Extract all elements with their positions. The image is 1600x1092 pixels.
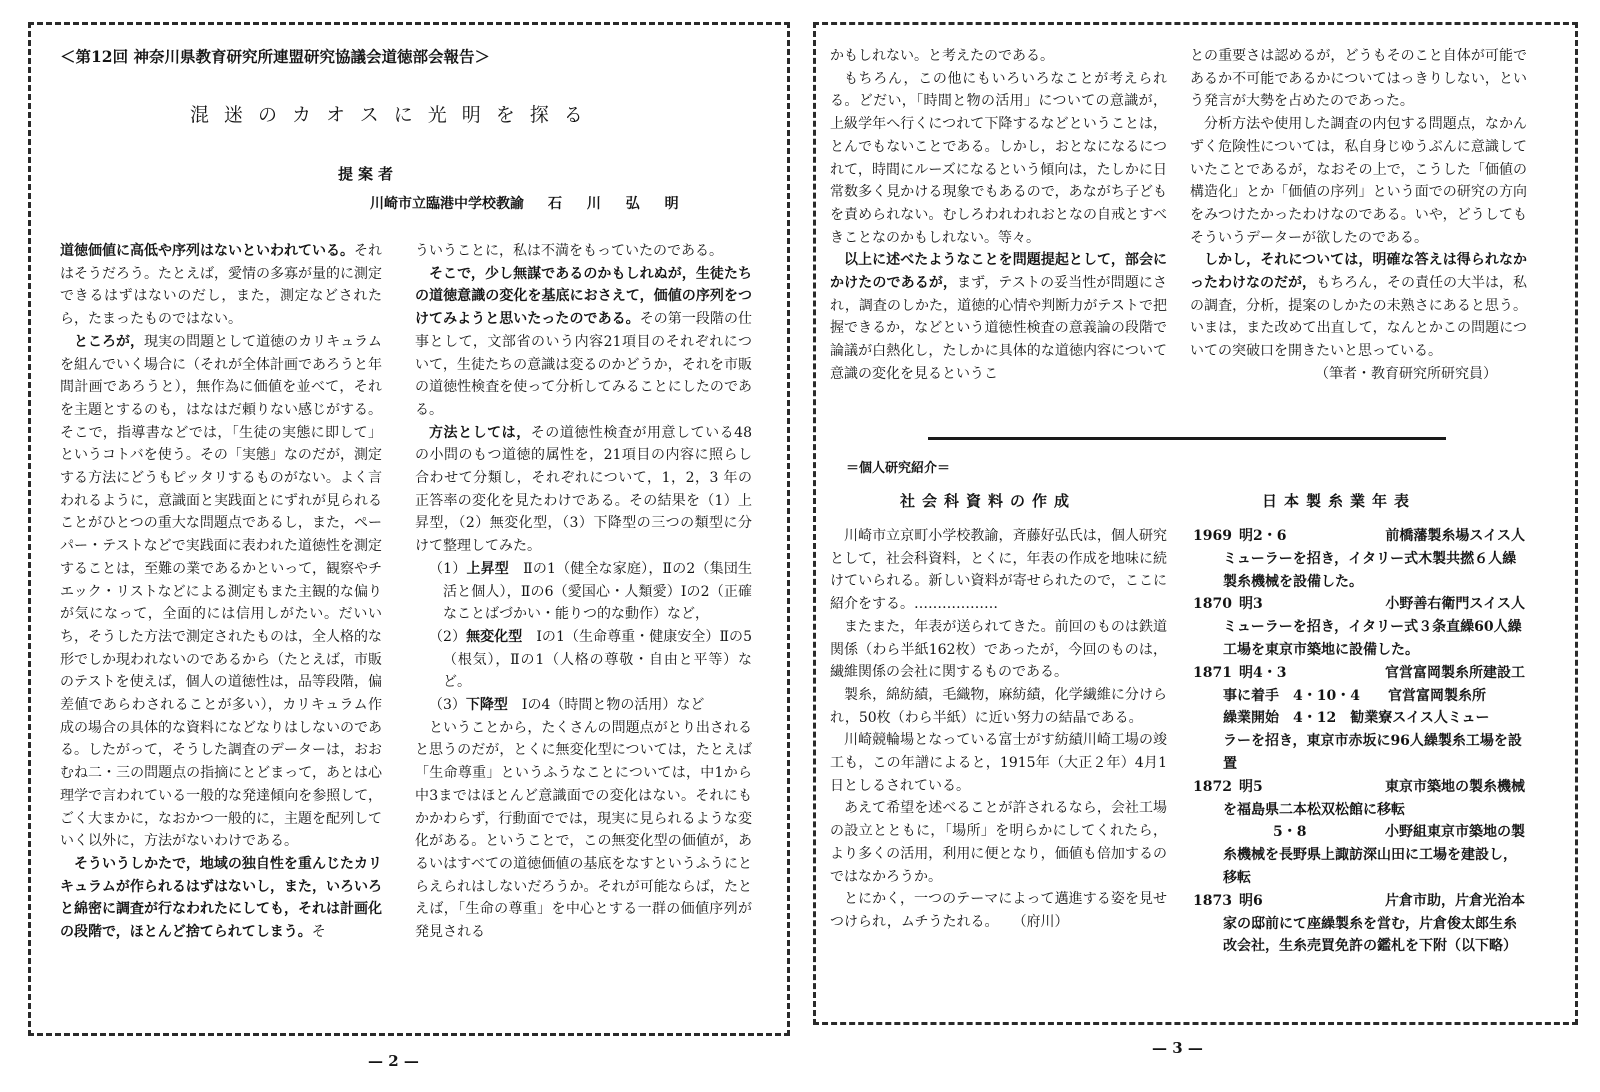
report-header: ＜第12回 神奈川県教育研究所連盟研究協議会道徳部会報告＞ bbox=[60, 47, 490, 66]
research-column bbox=[830, 525, 1167, 934]
timeline-title: 日本製糸業年表 bbox=[1262, 492, 1417, 510]
section-label: ＝個人研究紹介＝ bbox=[846, 461, 951, 476]
bold-lead: 道徳価値に高低や序列はないといわれている。 bbox=[60, 243, 354, 259]
paragraph: ということから，たくさんの問題点がとり出されると思うのだが，とくに無変化型については，たとえば「生命尊重」というふうなことについては，中1から中3まではほとんど意識面での変化はない。それにもかかわらず，行動面ででは，現実に見られるような変化がある。ということで，この無変化型の価値が，あるいはすべての道徳価値の基底をなすというふうにとらえられはしないだろうか。それが可能ならば，たとえば，「生命の尊重」を中心とする一群の価値序列が発見される bbox=[415, 719, 752, 941]
bold-lead: ところが， bbox=[74, 333, 145, 350]
byline: （筆者・教育研究所研究員） bbox=[1315, 365, 1497, 382]
page-number-left: — 2 — bbox=[368, 1052, 419, 1070]
list-item: （3）下降型 Ⅰの4（時間と物の活用）など bbox=[429, 697, 705, 714]
bold-lead: しかし，それについては，明確な答えは得られなかったわけなのだが， bbox=[1190, 252, 1527, 292]
author-affiliation: 川崎市立臨港中学校教諭 bbox=[370, 196, 524, 212]
section-divider bbox=[928, 437, 1446, 440]
paragraph: そこで，少し無謀であるのかもしれぬが，生徒たちの道徳意識の変化を基底におさえて，価値の序列をつけてみようと思いたったのである。その第一段階の仕事として，文部省のいう内容21項目のそれぞれについて，生徒たちの意識は変るのかどうか，それを市販の道徳性検査を使って分析してみることにしたのである。 bbox=[415, 265, 753, 418]
paragraph: との重要さは認めるが，どうもそのこと自体が可能であるか不可能であるかについてはっきりしない，という発言が大勢を占めたのであった。 bbox=[1190, 48, 1527, 110]
paragraph: またまた，年表が送られてきた。前回のものは鉄道関係（わら半紙162枚）であったが，今回のものは，繊維関係の会社に関するものである。 bbox=[830, 618, 1167, 681]
paragraph: 製糸，綿紡績，毛織物，麻紡績，化学繊維に分けられ，50枚（わら半紙）に近い努力の結晶である。 bbox=[830, 686, 1167, 726]
author-line bbox=[370, 193, 689, 213]
bold-lead: そこで，少し無謀であるのかもしれぬが，生徒たちの道徳意識の変化を基底におさえて，価値の序列をつけてみようと思いたったのである。 bbox=[415, 265, 752, 328]
author-name: 石 川 弘 明 bbox=[548, 196, 689, 212]
paragraph: 道徳価値に高低や序列はないといわれている。それはそうだろう。たとえば，愛情の多寡が量的に測定できるはずはないのだし，また，測定などされたら，たまったものではない。 bbox=[60, 243, 382, 328]
research-byline: （府川） bbox=[1019, 913, 1069, 930]
bold-lead: そういうしかたで，地域の独自性を重んじたカリキュラムが作られるはずはないし，また，いろいろと綿密に調査が行なわれたにしても，それは計画化の段階で，ほとんど捨てられてしまう。 bbox=[60, 855, 382, 941]
paragraph: 分析方法や使用した調査の内包する問題点，なかんずく危険性については，私自身じゆうぶんに意識していたことであるが，なおその上で，こうした「価値の構造化」とか「価値の序列」という面での研究の方向をみつけたかったわけなのである。いや，どうしてもそういうデーターが欲したのである。 bbox=[1190, 116, 1527, 246]
list-item: （1）上昇型 Ⅱの1（健全な家庭），Ⅱの2（集団生活と個人），Ⅱの6（愛国心・人類愛）Ⅰの2（正確なことばづかい・能りつ的な動作）など， bbox=[429, 560, 752, 623]
list-item: （2）無変化型 Ⅰの1（生命尊重・健康安全）Ⅱの5（根気），Ⅱの1（人格の尊敬・自由と平等）など。 bbox=[429, 628, 752, 691]
timeline-list bbox=[1193, 525, 1525, 958]
paragraph: 川崎市立京町小学校教諭，斉藤好弘氏は，個人研究として，社会科資料，とくに，年表の作成を地味に続けていられる。新しい資料が寄せられたので，ここに紹介をする。……………… bbox=[830, 528, 1167, 613]
paragraph: 方法としては，その道徳性検査が用意している48の小問のもつ道徳的属性を，21項目の内容に照らし合わせて分類し，それぞれについて，1，2，3 年の正答率の変化を見たわけである。その結果を（1）上昇型，（2）無変化型，（3）下降型の三つの類型に分けて整理してみた。 bbox=[415, 424, 752, 555]
bold-lead: 方法としては， bbox=[429, 424, 531, 441]
right-column-1 bbox=[830, 45, 1167, 386]
paragraph: もちろん，この他にもいろいろなことが考えられる。どだい，「時間と物の活用」についての意識が，上級学年へ行くにつれて下降するなどということは，とんでもないことである。しかし，おとなになるにつれて，時間にルーズになるという傾向は，たしかに日常数多く見かける現象でもあるので，あながち子どもを責められない。むしろわれわれおとなの自戒とすべきことなのかもしれない。等々。 bbox=[830, 70, 1167, 246]
article-title: 混迷のカオスに光明を探る bbox=[190, 104, 598, 126]
timeline-entry: 1873 明6 片倉市助，片倉光治本 家の邸前にて座繰製糸を営む，片倉俊太郎生糸改会社，生糸売買免許の鑑札を下附（以下略） bbox=[1193, 892, 1525, 955]
left-column-2 bbox=[415, 240, 752, 944]
paragraph: しかし，それについては，明確な答えは得られなかったわけなのだが，もちろん，その責任の大半は，私の調査，分析，提案のしかたの未熟さにあると思う。いまは，また改めて出直して，なんとかこの問題についての突破口を開きたいと思っている。 bbox=[1190, 252, 1527, 360]
paragraph: そういうしかたで，地域の独自性を重んじたカリキュラムが作られるはずはないし，また，いろいろと綿密に調査が行なわれたにしても，それは計画化の段階で，ほとんど捨てられてしまう。そ bbox=[60, 855, 382, 941]
paragraph: ういうことに，私は不満をもっていたのである。 bbox=[415, 243, 723, 259]
bold-lead: 以上に述べたようなことを問題提起として，部会にかけたのであるが， bbox=[830, 252, 1167, 292]
timeline-entry: 1969 明2・6 前橋藩製糸場スイス人 ミューラーを招き，イタリー式木製共撚６人繰製糸機械を設備した。 bbox=[1193, 528, 1525, 590]
timeline-entry: 1871 明4・3 官営富岡製糸所建設工 事に着手 4・10・4 官営富岡製糸所 繰業開始 4・12 勧業寮スイス人ミュー ラーを招き，東京市赤坂に96人繰製糸工場を設置 bbox=[1193, 664, 1525, 772]
paragraph: ところが，現実の問題として道徳のカリキュラムを組んでいく場合に（それが全体計画であろうと年間計画であろうと），無作為に価値を並べて，それを主題とするのも，はなはだ頼りない感じがする。そこで，指導書などでは，「生徒の実態に即して」というコトバを使う。その「実態」なのだが，測定する方法にどうもピッタリするものがない。よく言われるように，意識面と実践面とにずれが見られることがひとつの重大な問題点であるし，また，ペーパー・テストなどで実践面に表われた道徳性を測定することは，至難の業であるかといって，観察やチエック・リストなどによる測定もまた主観的な偏りが気になって，全面的には信用しがたい。だいいち，そうした方法で測定されたものは，全人格的な形でしか現われないのであるから（たとえば，市販のテストを使えば，個人の道徳性は，品等段階，偏差値であらわされることが多い），カリキュラム作成の場合の具体的な資料になどなりはしないのである。したがって，そうした調査のデーターは，おおむね二・三の問題点の指摘にとどまって，あとは心理学で言われている一般的な発達傾向を参照して，ごく大まかに，なおかつ一般的に，主題を配列していく以外に，方法がないわけである。 bbox=[60, 333, 383, 850]
timeline-entry: 5・8 小野組東京市築地の製 糸機械を長野県上諏訪深山田に工場を建設し，移転 bbox=[1223, 824, 1525, 886]
paragraph: あえて希望を述べることが許されるなら，会社工場の設立とともに，「場所」を明らかにしてくれたら，より多くの活用，利用に便となり，価値も倍加するのではなかろうか。 bbox=[830, 800, 1167, 885]
left-column-1 bbox=[60, 240, 382, 944]
page-number-right: — 3 — bbox=[1152, 1039, 1203, 1057]
timeline-entry: 1872 明5 東京市築地の製糸機械 を福島県二本松双松館に移転 bbox=[1193, 778, 1525, 818]
proposer-label: 提案者 bbox=[338, 165, 399, 183]
timeline-entry: 1870 明3 小野善右衛門スイス人 ミューラーを招き，イタリー式３条直繰60人繰工場を東京市築地に設備した。 bbox=[1193, 596, 1525, 658]
paragraph: とにかく，一つのテーマによって邁進する姿を見せつけられ，ムチうたれる。 （府川） bbox=[830, 891, 1167, 930]
research-title: 社会科資料の作成 bbox=[900, 492, 1077, 510]
paragraph: 川崎競輪場となっている富士がす紡績川崎工場の竣工も，この年譜によると，1915年（大正２年）4月1日としるされている。 bbox=[830, 732, 1167, 794]
right-column-2 bbox=[1190, 45, 1527, 386]
paragraph: かもしれない。と考えたのである。 bbox=[830, 48, 1054, 64]
paragraph: 以上に述べたようなことを問題提起として，部会にかけたのであるが，まず，テストの妥当性が問題にされ，調査のしかた，道徳的心情や判断力がテストで把握できるか，などという道徳性検査の意義論の段階で論議が白熱化し，たしかに具体的な道徳内容について意識の変化を見るというこ bbox=[830, 252, 1167, 382]
